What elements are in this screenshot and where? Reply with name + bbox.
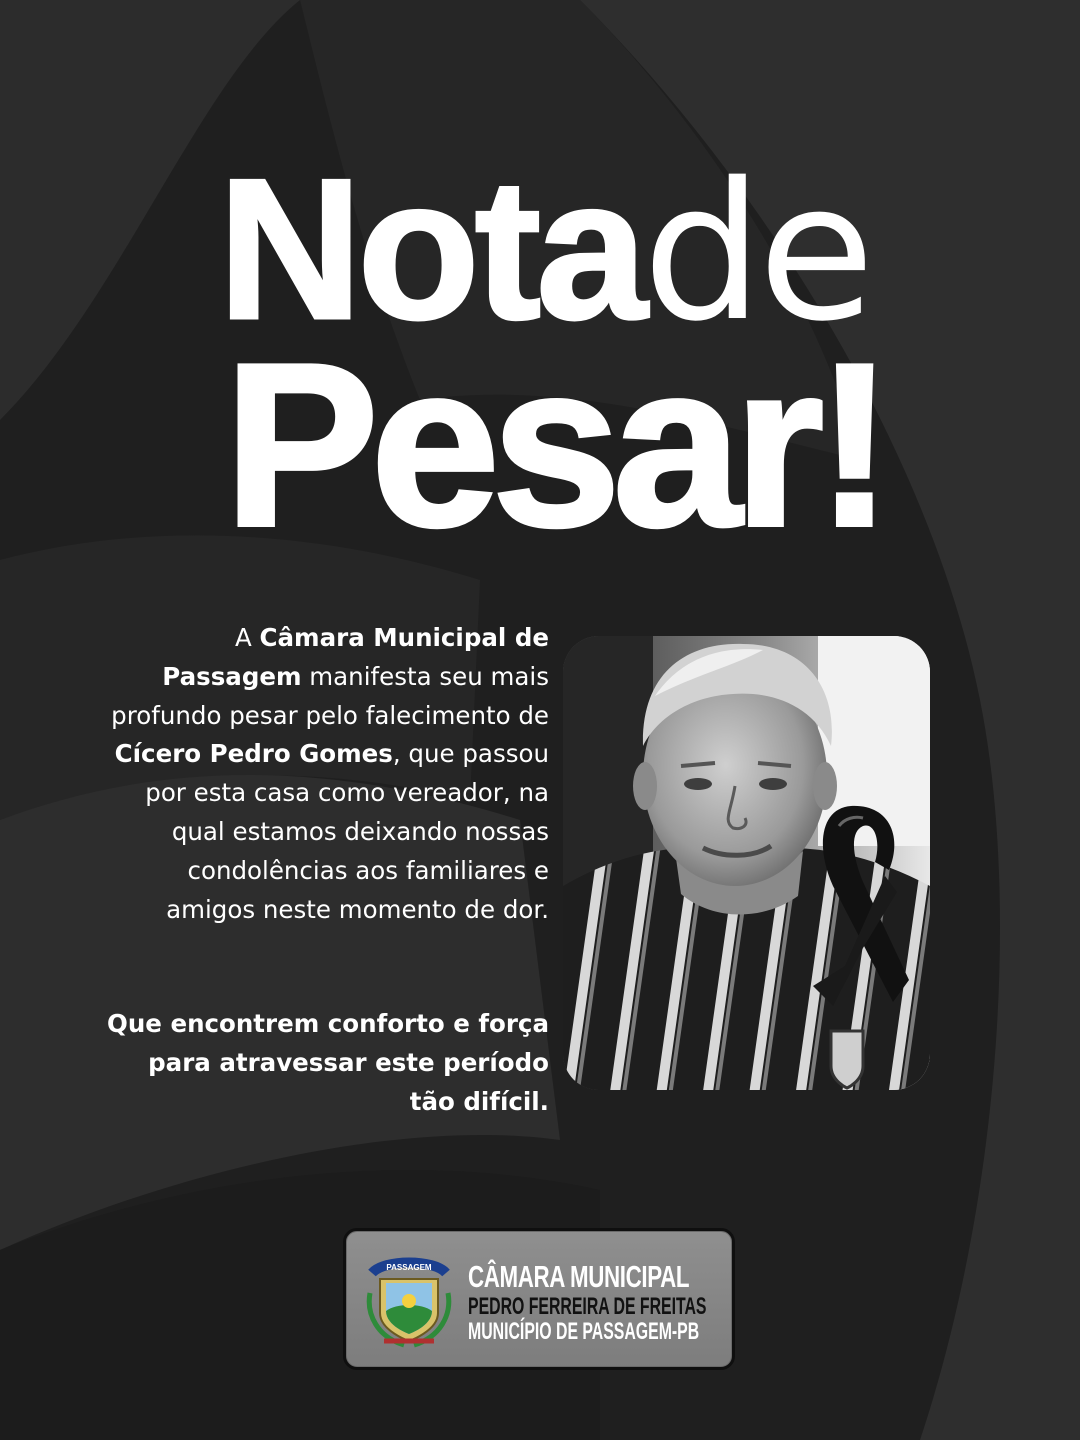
badge-line-2: PEDRO FERREIRA DE FREITAS xyxy=(468,1292,707,1320)
message-end: , que passou por esta casa como vereador, na qual estamos deixando nossas condolências aos familiares e amigos neste momento de dor. xyxy=(145,739,549,924)
headline xyxy=(218,138,918,575)
condolence-message xyxy=(100,619,549,929)
badge-line-3: MUNICÍPIO DE PASSAGEM-PB xyxy=(468,1317,700,1345)
headline-line-2: Pesar! xyxy=(224,316,886,575)
municipal-crest-icon xyxy=(364,1253,454,1349)
badge-line-1: CÂMARA MUNICIPAL xyxy=(468,1259,690,1294)
crest-label: PASSAGEM xyxy=(386,1263,432,1272)
portrait-photo xyxy=(563,636,930,1090)
deceased-name: Cícero Pedro Gomes xyxy=(114,739,393,769)
message-intro: A xyxy=(234,623,260,652)
headline-word-de: de xyxy=(642,142,870,363)
institution-badge xyxy=(343,1228,735,1370)
headline-word-nota: Nota xyxy=(218,138,643,361)
badge-text xyxy=(468,1261,728,1344)
organization-name: Câmara Municipal de Passagem xyxy=(162,623,549,691)
message-middle: manifesta seu mais profundo pesar pelo falecimento de xyxy=(111,661,549,730)
closing-message: Que encontrem conforto e força para atravessar este período tão difícil. xyxy=(107,1009,549,1116)
